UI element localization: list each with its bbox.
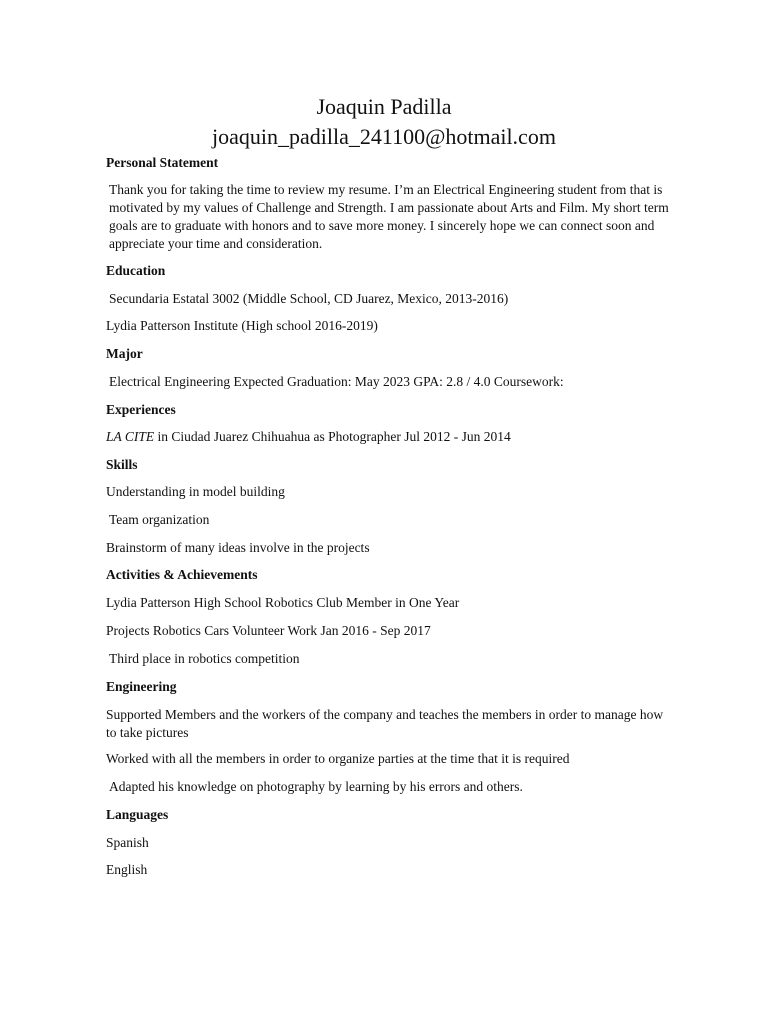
language-item: Spanish: [106, 835, 149, 850]
engineering-item: Supported Members and the workers of the company and teaches the members in order to manage how to take pictures: [106, 707, 664, 740]
skill-item: Team organization: [109, 512, 210, 527]
activity-item: Lydia Patterson High School Robotics Club Member in One Year: [106, 595, 460, 610]
experience-org: LA CITE: [106, 429, 155, 444]
education-heading: Education: [106, 263, 166, 278]
skill-item: Understanding in model building: [106, 484, 285, 499]
activity-item: Third place in robotics competition: [109, 651, 300, 666]
education-item: Lydia Patterson Institute (High school 2016-2019): [106, 318, 378, 333]
experience-detail: in Ciudad Juarez Chihuahua as Photographer Jul 2012 - Jun 2014: [154, 429, 511, 444]
experience-item: [106, 428, 666, 446]
major-heading: Major: [106, 346, 143, 361]
personal-statement-heading: Personal Statement: [106, 155, 219, 170]
engineering-item: Worked with all the members in order to organize parties at the time that it is required: [106, 751, 570, 766]
skills-heading: Skills: [106, 457, 138, 472]
resume-email: joaquin_padilla_241100@hotmail.com: [212, 124, 556, 149]
resume-name: Joaquin Padilla: [316, 94, 452, 119]
activity-item: Projects Robotics Cars Volunteer Work Jan 2016 - Sep 2017: [106, 623, 431, 638]
engineering-heading: Engineering: [106, 679, 177, 694]
experiences-heading: Experiences: [106, 402, 176, 417]
skill-item: Brainstorm of many ideas involve in the projects: [106, 540, 370, 555]
languages-heading: Languages: [106, 807, 169, 822]
education-item: Secundaria Estatal 3002 (Middle School, CD Juarez, Mexico, 2013-2016): [109, 291, 509, 306]
major-text: Electrical Engineering Expected Graduation: May 2023 GPA: 2.8 / 4.0 Coursework:: [109, 374, 564, 389]
activities-heading: Activities & Achievements: [106, 567, 258, 582]
personal-statement-text: Thank you for taking the time to review my resume. I’m an Electrical Engineering student from that is motivated by my values of Challenge and Strength. I am passionate about Arts and Film. My short term goals are to graduate with honors and to save more money. I sincerely hope we can connect soon and appreciate your time and consideration.: [109, 182, 669, 251]
language-item: English: [106, 862, 148, 877]
engineering-item: Adapted his knowledge on photography by learning by his errors and others.: [109, 779, 523, 794]
